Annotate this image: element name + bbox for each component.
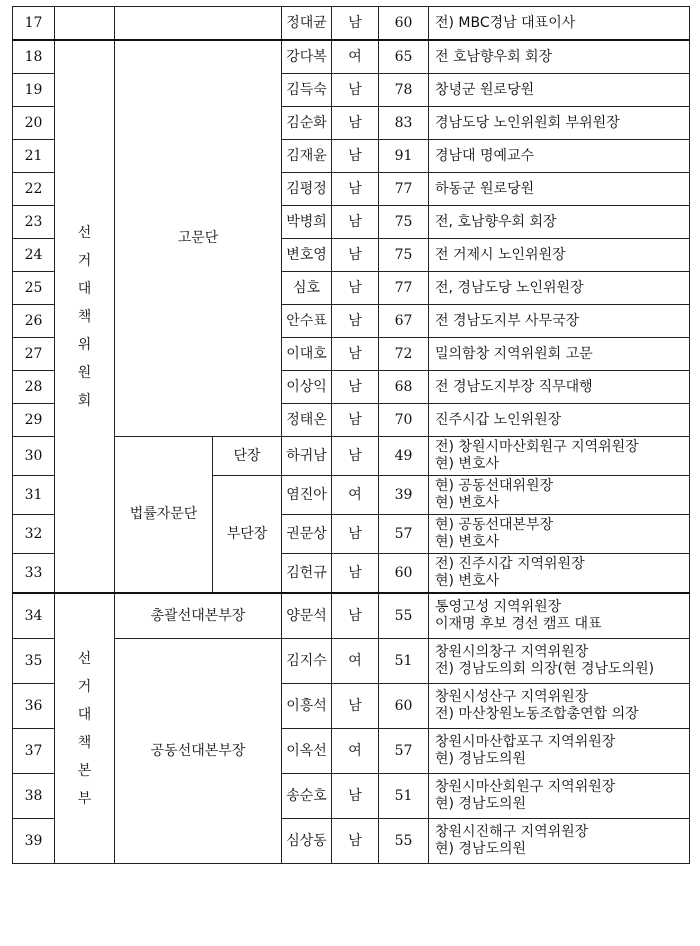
subgroup-label-advisors: 고문단 <box>115 40 282 437</box>
member-age: 60 <box>379 554 429 594</box>
member-name: 김순화 <box>282 107 332 140</box>
row-number: 20 <box>13 107 55 140</box>
row-number: 17 <box>13 7 55 41</box>
member-name: 심호 <box>282 272 332 305</box>
table-row <box>13 7 690 41</box>
member-role: 전, 호남향우회 회장 <box>429 206 690 239</box>
row-number: 32 <box>13 515 55 554</box>
member-name: 정대균 <box>282 7 332 41</box>
member-age: 75 <box>379 239 429 272</box>
member-name: 김평정 <box>282 173 332 206</box>
member-role: 전 호남향우회 회장 <box>429 40 690 74</box>
row-number: 26 <box>13 305 55 338</box>
table-row <box>13 593 690 639</box>
member-age: 72 <box>379 338 429 371</box>
table-row <box>13 437 690 476</box>
member-name: 이대호 <box>282 338 332 371</box>
row-number: 22 <box>13 173 55 206</box>
member-role: 전) MBC경남 대표이사 <box>429 7 690 41</box>
row-number: 24 <box>13 239 55 272</box>
member-name: 권문상 <box>282 515 332 554</box>
position-label-head: 단장 <box>213 437 282 476</box>
table-row <box>13 639 690 684</box>
member-age: 57 <box>379 729 429 774</box>
member-age: 67 <box>379 305 429 338</box>
member-gender: 남 <box>332 7 379 41</box>
member-age: 77 <box>379 173 429 206</box>
member-role: 창원시마산회원구 지역위원장 현) 경남도의원 <box>429 774 690 819</box>
row-number: 36 <box>13 684 55 729</box>
member-role: 전 거제시 노인위원장 <box>429 239 690 272</box>
member-name: 이옥선 <box>282 729 332 774</box>
member-role: 전) 진주시갑 지역위원장 현) 변호사 <box>429 554 690 594</box>
member-age: 83 <box>379 107 429 140</box>
member-age: 51 <box>379 774 429 819</box>
member-gender: 남 <box>332 819 379 864</box>
member-role: 창녕군 원로당원 <box>429 74 690 107</box>
row-number: 39 <box>13 819 55 864</box>
member-role: 창원시마산합포구 지역위원장 현) 경남도의원 <box>429 729 690 774</box>
row-number: 25 <box>13 272 55 305</box>
member-name: 강다복 <box>282 40 332 74</box>
member-gender: 남 <box>332 554 379 594</box>
member-name: 김헌규 <box>282 554 332 594</box>
member-name: 하귀남 <box>282 437 332 476</box>
member-role: 창원시성산구 지역위원장 전) 마산창원노동조합총연합 의장 <box>429 684 690 729</box>
member-role: 경남도당 노인위원회 부위원장 <box>429 107 690 140</box>
member-role: 전 경남도지부 사무국장 <box>429 305 690 338</box>
member-name: 정태온 <box>282 404 332 437</box>
member-age: 70 <box>379 404 429 437</box>
member-gender: 여 <box>332 476 379 515</box>
row-number: 21 <box>13 140 55 173</box>
member-gender: 남 <box>332 593 379 639</box>
member-gender: 남 <box>332 404 379 437</box>
member-name: 송순호 <box>282 774 332 819</box>
member-role: 경남대 명예교수 <box>429 140 690 173</box>
row-number: 23 <box>13 206 55 239</box>
subgroup-label-legal: 법률자문단 <box>115 437 213 594</box>
group-label-committee: 선 거 대 책 위 원 회 <box>55 40 115 593</box>
member-name: 박병희 <box>282 206 332 239</box>
member-age: 60 <box>379 7 429 41</box>
member-role: 밀의함창 지역위원회 고문 <box>429 338 690 371</box>
row-number: 31 <box>13 476 55 515</box>
member-age: 91 <box>379 140 429 173</box>
member-age: 55 <box>379 593 429 639</box>
member-role: 전, 경남도당 노인위원장 <box>429 272 690 305</box>
subgroup-label-joint-hq: 공동선대본부장 <box>115 639 282 864</box>
member-age: 49 <box>379 437 429 476</box>
position-label-deputy: 부단장 <box>213 476 282 594</box>
member-gender: 남 <box>332 437 379 476</box>
member-name: 김득숙 <box>282 74 332 107</box>
member-gender: 남 <box>332 173 379 206</box>
member-age: 78 <box>379 74 429 107</box>
member-name: 심상동 <box>282 819 332 864</box>
member-role: 통영고성 지역위원장 이재명 후보 경선 캠프 대표 <box>429 593 690 639</box>
member-role: 전 경남도지부장 직무대행 <box>429 371 690 404</box>
member-gender: 남 <box>332 515 379 554</box>
member-gender: 남 <box>332 107 379 140</box>
row-number: 34 <box>13 593 55 639</box>
member-age: 57 <box>379 515 429 554</box>
roster-table <box>12 6 690 864</box>
member-role: 창원시진해구 지역위원장 현) 경남도의원 <box>429 819 690 864</box>
member-gender: 남 <box>332 684 379 729</box>
member-role: 현) 공동선대위원장 현) 변호사 <box>429 476 690 515</box>
member-gender: 여 <box>332 729 379 774</box>
row-number: 37 <box>13 729 55 774</box>
member-gender: 여 <box>332 639 379 684</box>
member-role: 전) 창원시마산회원구 지역위원장 현) 변호사 <box>429 437 690 476</box>
member-age: 65 <box>379 40 429 74</box>
row-number: 35 <box>13 639 55 684</box>
member-gender: 남 <box>332 305 379 338</box>
member-role: 창원시의창구 지역위원장 전) 경남도의회 의장(현 경남도의원) <box>429 639 690 684</box>
row-number: 28 <box>13 371 55 404</box>
subgroup-cell-empty <box>115 7 282 41</box>
row-number: 19 <box>13 74 55 107</box>
row-number: 18 <box>13 40 55 74</box>
member-age: 75 <box>379 206 429 239</box>
member-gender: 남 <box>332 338 379 371</box>
member-gender: 여 <box>332 40 379 74</box>
member-role: 진주시갑 노인위원장 <box>429 404 690 437</box>
roster-body <box>13 7 690 864</box>
member-name: 안수표 <box>282 305 332 338</box>
row-number: 33 <box>13 554 55 594</box>
row-number: 27 <box>13 338 55 371</box>
member-name: 변호영 <box>282 239 332 272</box>
row-number: 38 <box>13 774 55 819</box>
group-cell-empty <box>55 7 115 41</box>
member-age: 55 <box>379 819 429 864</box>
member-name: 이상익 <box>282 371 332 404</box>
member-age: 68 <box>379 371 429 404</box>
member-gender: 남 <box>332 371 379 404</box>
subgroup-label-general-hq: 총괄선대본부장 <box>115 593 282 639</box>
member-age: 39 <box>379 476 429 515</box>
group-label-hq: 선 거 대 책 본 부 <box>55 593 115 864</box>
member-name: 이흥석 <box>282 684 332 729</box>
member-role: 현) 공동선대본부장 현) 변호사 <box>429 515 690 554</box>
member-gender: 남 <box>332 206 379 239</box>
table-row <box>13 40 690 74</box>
member-role: 하동군 원로당원 <box>429 173 690 206</box>
member-gender: 남 <box>332 140 379 173</box>
member-gender: 남 <box>332 774 379 819</box>
member-name: 염진아 <box>282 476 332 515</box>
member-gender: 남 <box>332 74 379 107</box>
row-number: 29 <box>13 404 55 437</box>
member-age: 77 <box>379 272 429 305</box>
member-age: 60 <box>379 684 429 729</box>
row-number: 30 <box>13 437 55 476</box>
member-name: 김재윤 <box>282 140 332 173</box>
member-gender: 남 <box>332 272 379 305</box>
member-name: 양문석 <box>282 593 332 639</box>
member-age: 51 <box>379 639 429 684</box>
member-gender: 남 <box>332 239 379 272</box>
member-name: 김지수 <box>282 639 332 684</box>
